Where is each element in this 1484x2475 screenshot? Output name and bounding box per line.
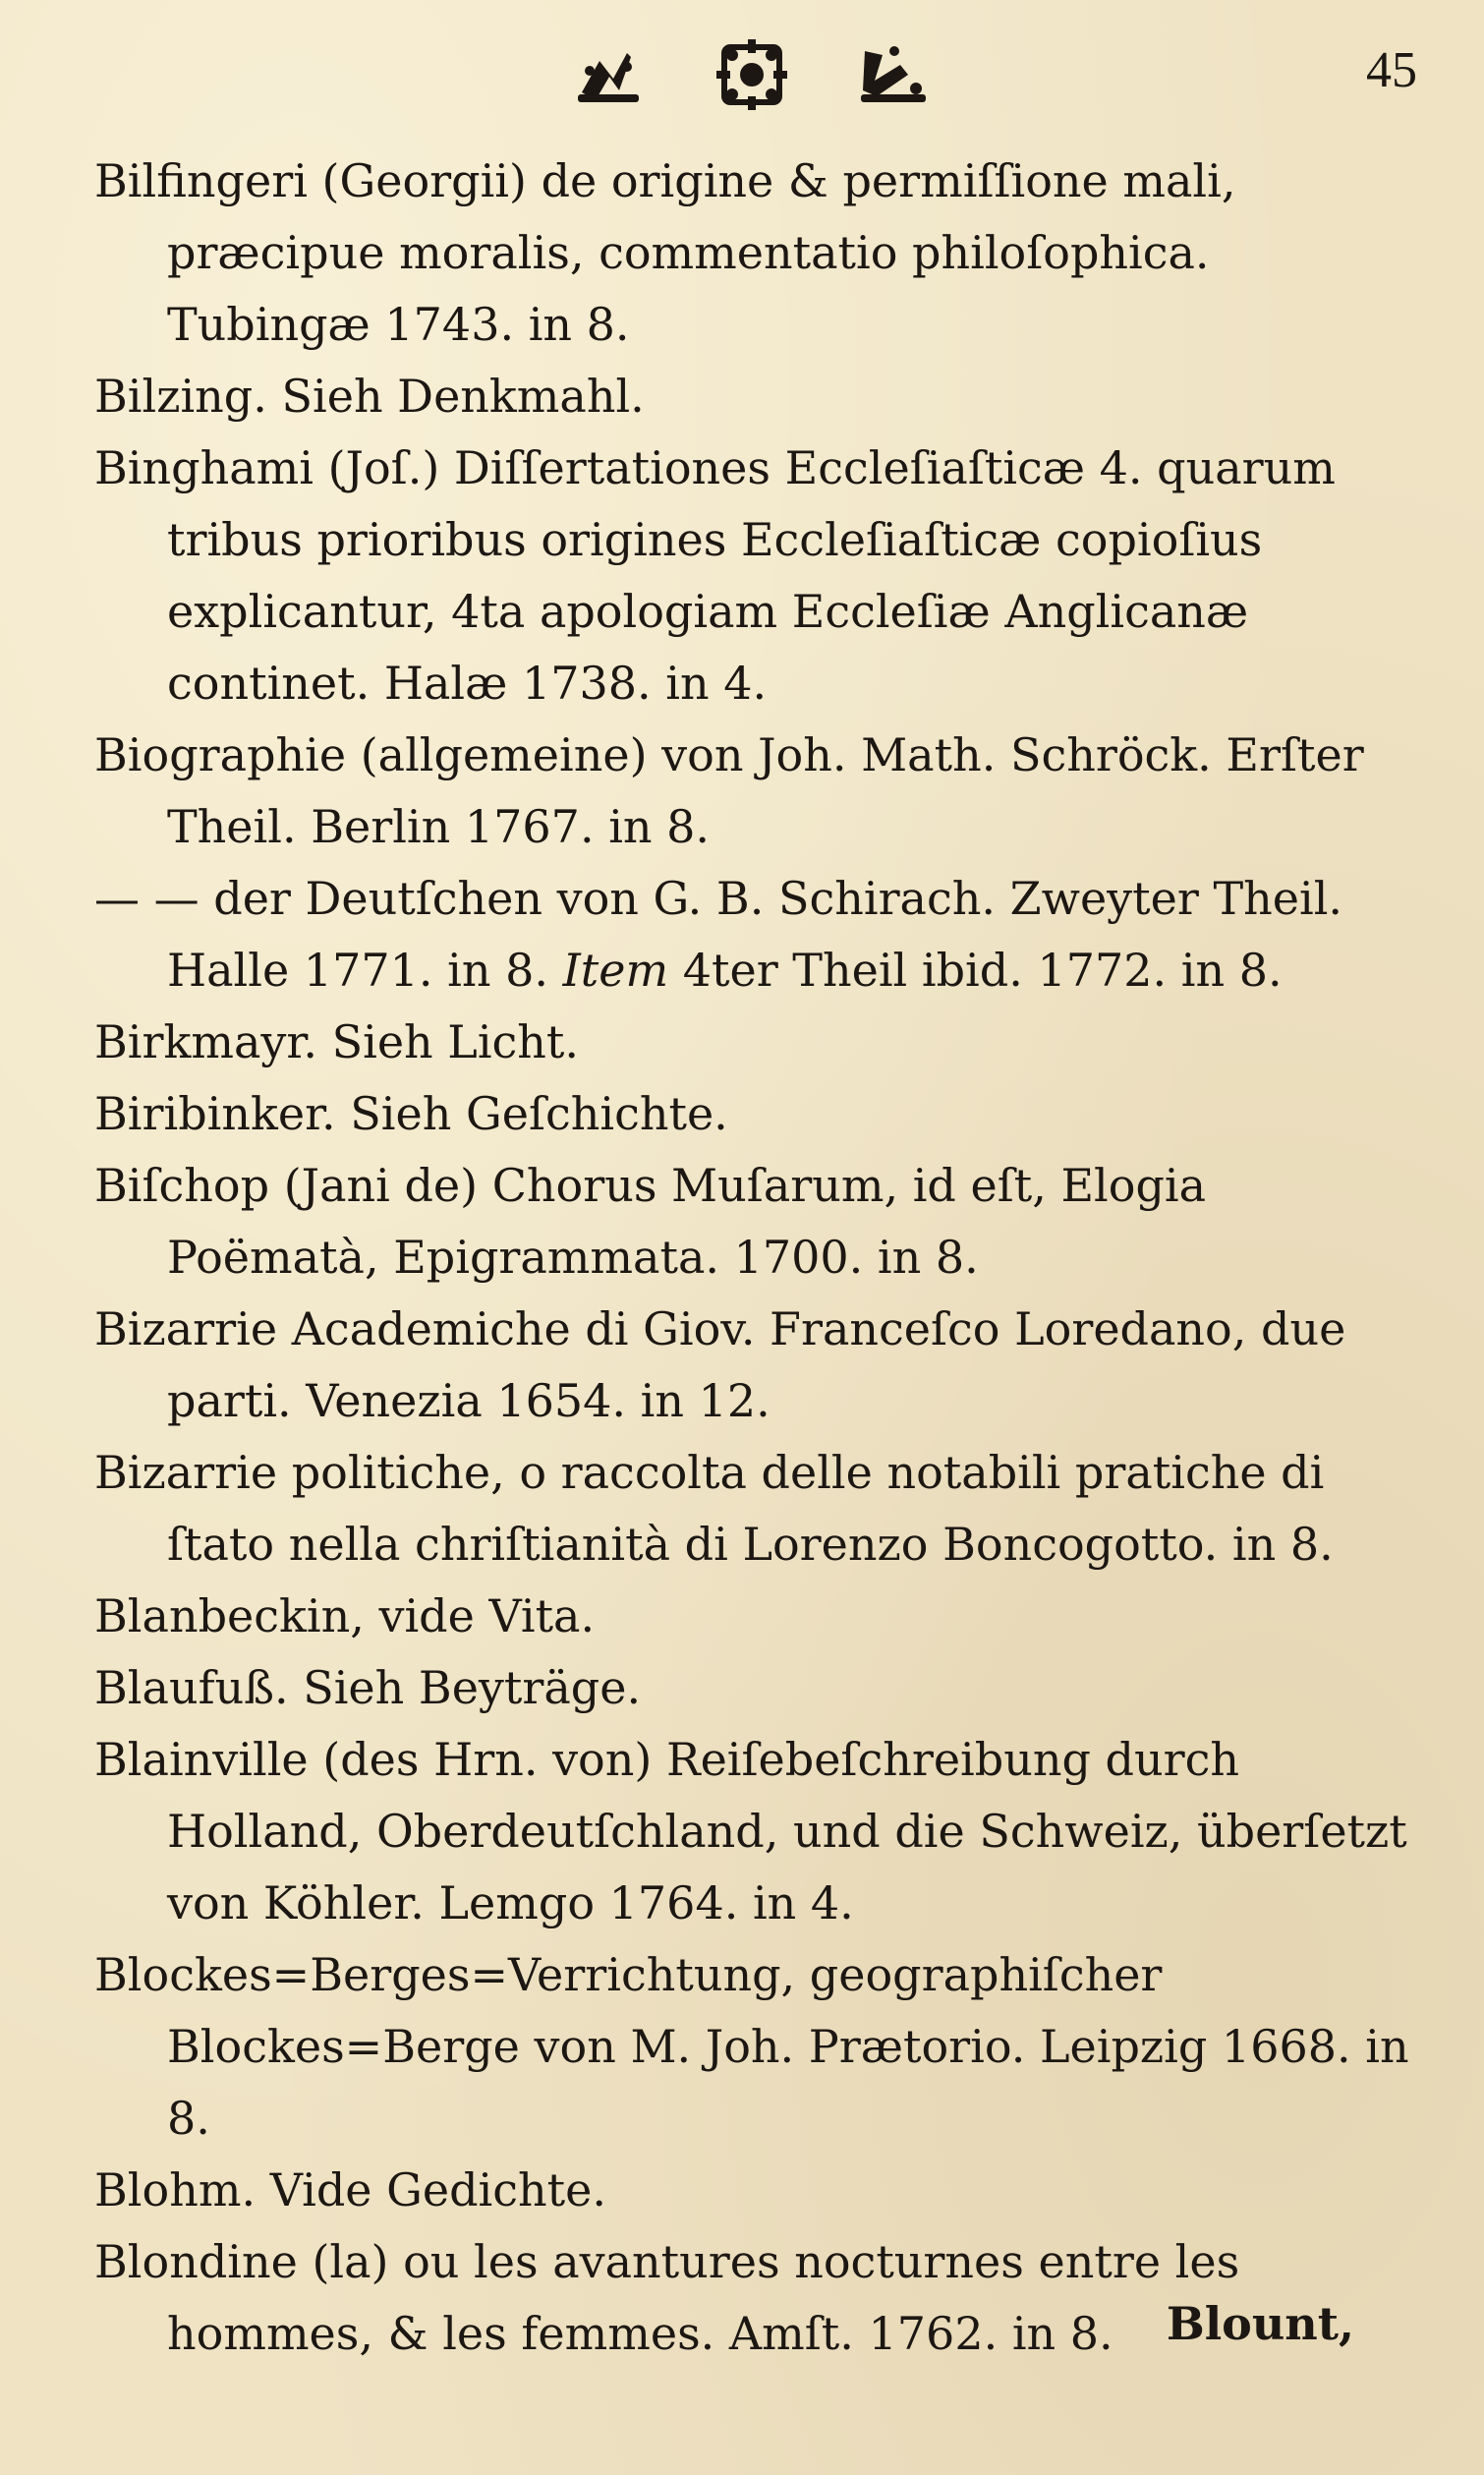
catalog-entries <box>94 145 1411 2370</box>
printer-ornament-icon <box>570 31 943 120</box>
catalog-entry: Blanbeckin, vide Vita. <box>94 1589 596 1642</box>
item-label: Item <box>562 944 669 997</box>
item-detail: 4ter Theil ibid. 1772. in 8. <box>682 944 1283 997</box>
catalog-entry: Blondine (la) ou les avantures nocturnes entre les hommes, & les femmes. Amſt. 1762. in 8. <box>94 2235 1240 2360</box>
catalog-entry: Biſchop (Jani de) Chorus Muſarum, id eſt, Elogia Poëmatà, Epigrammata. 1700. in 8. <box>94 1159 1207 1284</box>
catalog-entry: Bilfingeri (Georgii) de origine & permiſſione mali, præcipue moralis, commentatio philoſophica. Tubingæ 1743. in 8. <box>94 154 1236 351</box>
catalog-entry: Bilzing. Sieh Denkmahl. <box>94 370 645 423</box>
catalog-entry: Biribinker. Sieh Geſchichte. <box>94 1087 728 1140</box>
page-header <box>0 22 1484 140</box>
catalog-entry-text: — — der Deutſchen von G. B. Schirach. Zweyter Theil. Halle 1771. in 8. <box>94 872 1343 997</box>
catalog-entry <box>94 863 1411 1007</box>
catalog-entry: Blockes=Berges=Verrichtung, geographiſcher Blockes=Berge von M. Joh. Prætorio. Leipzig 1668. in 8. <box>94 1948 1409 2145</box>
catchword: Blount, <box>1166 2297 1354 2350</box>
catalog-entry: Bizarrie Academiche di Giov. Franceſco Loredano, due parti. Venezia 1654. in 12. <box>94 1302 1346 1427</box>
catalog-entry: Biographie (allgemeine) von Joh. Math. Schröck. Erſter Theil. Berlin 1767. in 8. <box>94 728 1364 853</box>
catalog-entry: Bizarrie politiche, o raccolta delle notabili pratiche di ſtato nella chriſtianità di Lorenzo Boncogotto. in 8. <box>94 1446 1334 1571</box>
catalog-entry: Blohm. Vide Gedichte. <box>94 2163 606 2216</box>
page-number: 45 <box>1366 42 1417 98</box>
catalog-entry: Blainville (des Hrn. von) Reiſebeſchreibung durch Holland, Oberdeutſchland, und die Schweiz, überſetzt von Köhler. Lemgo 1764. in 4. <box>94 1733 1407 1929</box>
catalog-entry: Blaufuß. Sieh Beyträge. <box>94 1661 642 1714</box>
catalog-entry: Binghami (Joſ.) Diſſertationes Eccleſiaſticæ 4. quarum tribus prioribus origines Eccleſiaſticæ copioſius explicantur, 4ta apologiam Eccleſiæ Anglicanæ continet. Halæ 1738. in 4. <box>94 441 1336 710</box>
catalog-entry: Birkmayr. Sieh Licht. <box>94 1015 580 1068</box>
